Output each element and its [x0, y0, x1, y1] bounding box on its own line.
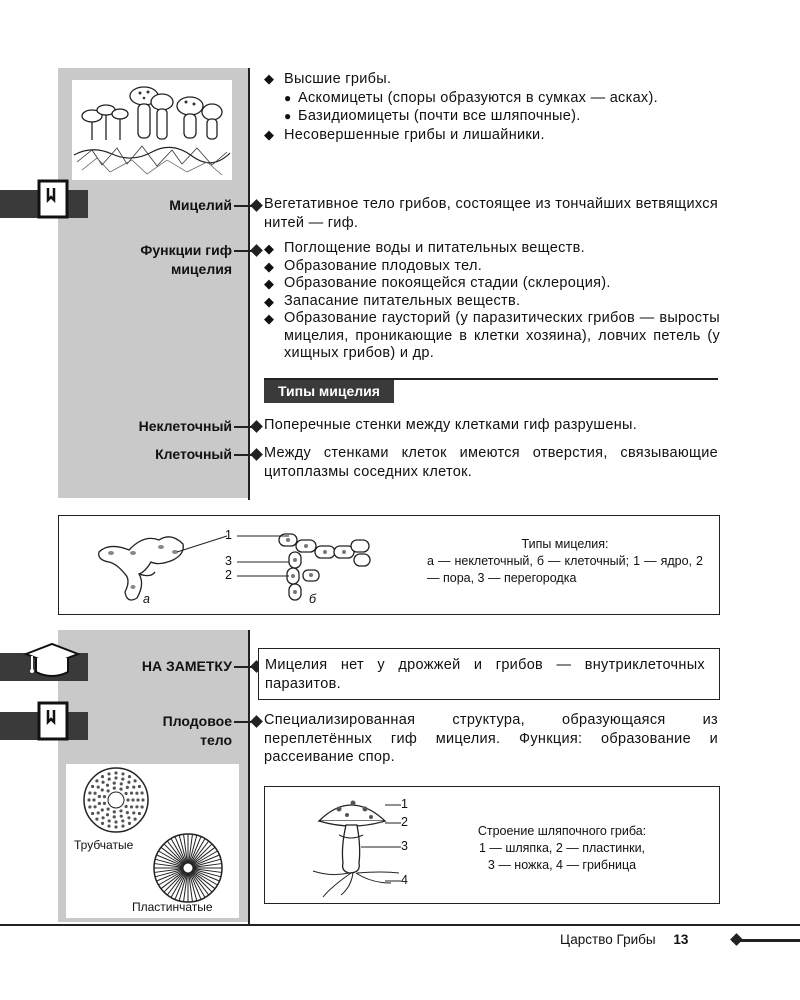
term-mycelium: Мицелий: [169, 197, 232, 213]
list-item: ◆ Образование покоящейся стадии (склероция).: [264, 275, 611, 291]
types-header: Типы мицелия: [264, 380, 394, 403]
term-note: НА ЗАМЕТКУ: [141, 658, 232, 674]
figure-label-1: 1: [401, 797, 408, 811]
top-list: [262, 70, 720, 144]
list-item: ◆ Высшие грибы.: [264, 71, 392, 87]
fruit-body-definition: Специализированная структура, образующаяся из переплетённых гиф мицелия. Функция: образование и рассеивание спор.: [264, 712, 718, 765]
list-item: ◆ Запасание питательных веществ.: [264, 292, 521, 309]
figure-label-3: 3: [225, 554, 232, 568]
footer-marker-dot: [730, 933, 743, 946]
figure-caption: Строение шляпочного гриба: 1 — шляпка, 2 — пластинки, 3 — ножка, 4 — грибница: [477, 824, 647, 872]
term-noncellular: Неклеточный: [138, 418, 232, 434]
figure-mushroom-structure: [264, 786, 720, 904]
cap-types-illustration: [66, 764, 239, 918]
term-fruit-body: Плодовое тело: [162, 713, 232, 748]
figure-label-3: 3: [401, 839, 408, 853]
note-text: Мицелия нет у дрожжей и грибов — внутриклеточных паразитов.: [265, 657, 705, 692]
figure-caption: Типы мицелия: а — неклеточный, б — клеточный; 1 — ядро, 2 — пора, 3 — перегородка: [427, 537, 703, 585]
functions-list: [262, 240, 720, 363]
list-item: ● Базидиомицеты (почти все шляпочные).: [284, 108, 581, 124]
note-box: [258, 648, 720, 700]
page-number: 13: [673, 932, 689, 947]
figure-label-a: а: [143, 592, 150, 606]
footer-title: Царство Грибы: [560, 932, 656, 947]
list-item: ◆ Несовершенные грибы и лишайники.: [264, 126, 545, 143]
label-tubular: Трубчатые: [74, 838, 134, 852]
list-item: ◆ Образование гаусторий (у паразитических грибов — выросты мицелия, проникающие в клетки хозяина), ловчих петель (у хищных грибов) и др.: [264, 310, 720, 361]
term-functions: Функции гиф мицелия: [140, 242, 232, 277]
figure-label-2: 2: [401, 815, 408, 829]
book-icon-symbol: [36, 178, 72, 222]
arrow-connector: [234, 426, 256, 428]
mycelium-diagram: [89, 522, 409, 610]
list-item: ◆ Поглощение воды и питательных веществ.: [264, 240, 585, 256]
figure-label-1: 1: [225, 528, 232, 542]
graduation-cap-icon: [22, 640, 82, 682]
figure-mycelium-types: [58, 515, 720, 615]
arrow-connector: [234, 454, 256, 456]
list-item: ◆ Образование плодовых тел.: [264, 257, 483, 274]
figure-label-2: 2: [225, 568, 232, 582]
arrow-connector: [234, 205, 256, 207]
figure-label-b: б: [309, 592, 317, 606]
noncellular-definition: Поперечные стенки между клетками гиф разрушены.: [264, 417, 638, 433]
arrow-connector: [234, 666, 256, 668]
mushrooms-illustration: [72, 80, 232, 180]
book-icon: [36, 700, 72, 744]
mycelium-definition: Вегетативное тело грибов, состоящее из тончайших ветвящихся нитей — гиф.: [264, 196, 718, 231]
figure-label-4: 4: [401, 873, 408, 887]
label-lamellar: Пластинчатые: [132, 900, 213, 914]
footer-rule: [0, 924, 800, 926]
list-item: ● Аскомицеты (споры образуются в сумках — асках).: [284, 89, 658, 106]
arrow-connector: [234, 721, 256, 723]
vertical-rule-bottom: [248, 630, 250, 924]
cellular-definition: Между стенками клеток имеются отверстия, связывающие цитоплазмы соседних клеток.: [264, 445, 718, 480]
footer: [560, 932, 688, 947]
arrow-connector: [234, 250, 256, 252]
term-cellular: Клеточный: [155, 446, 232, 462]
vertical-rule-top: [248, 68, 250, 500]
